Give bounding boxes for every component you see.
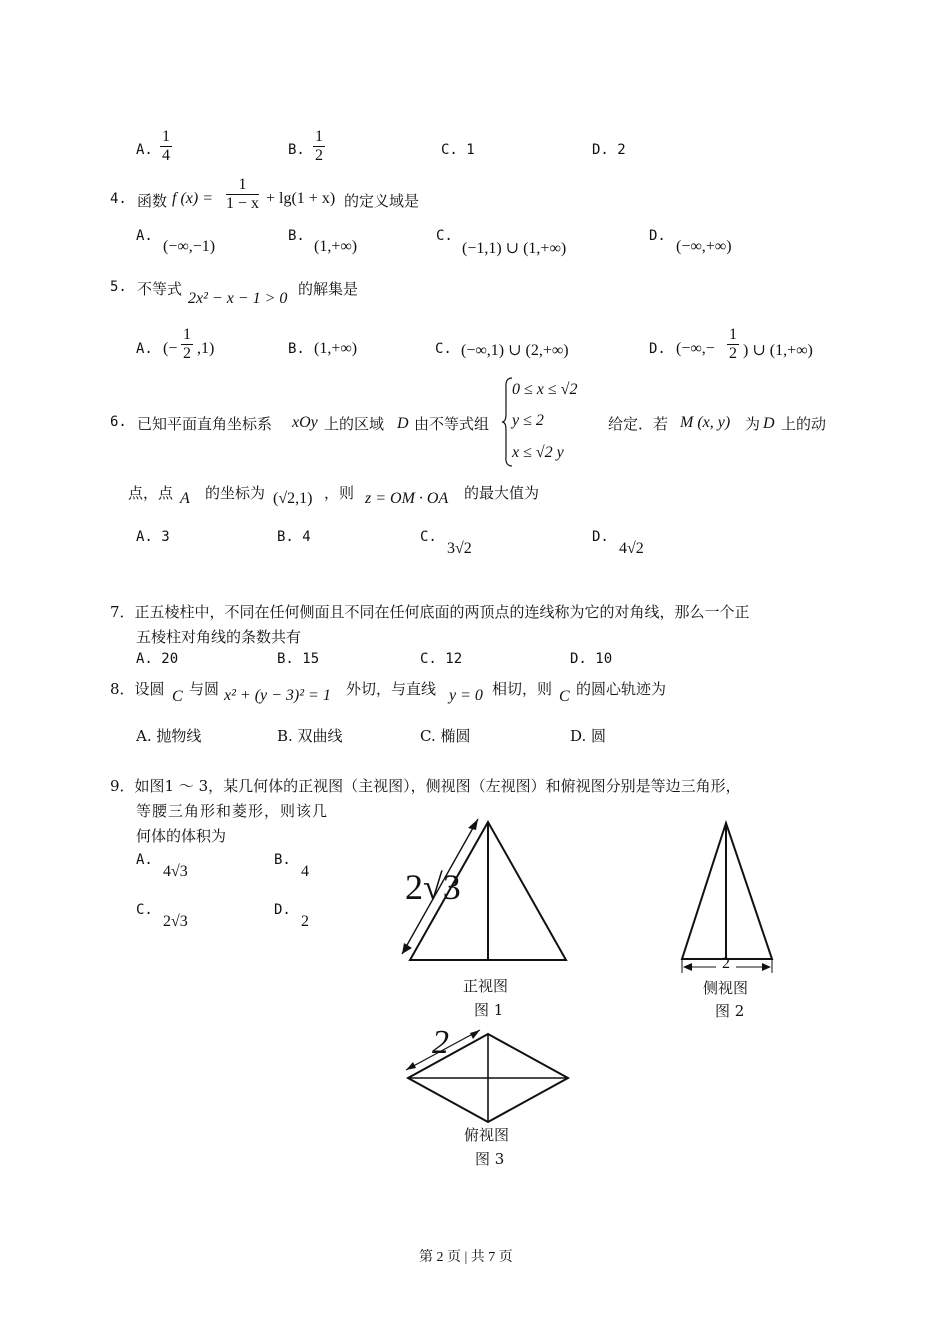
fig2-arrow-right: [762, 963, 771, 971]
q8-circle-eq: x² + (y − 3)² = 1: [224, 687, 331, 704]
q4-fraction-num: 1: [226, 176, 259, 195]
q3-option-b-label: B.: [288, 142, 305, 158]
q6-point-a: A: [180, 490, 190, 507]
q5-option-d-pre: (−∞,−: [676, 340, 715, 357]
q6-option-d-label: D.: [592, 529, 609, 545]
fig1-caption: 图 1: [474, 1001, 504, 1019]
q6-line2-3: ，则: [324, 484, 355, 502]
q4-option-d-label: D.: [649, 228, 666, 244]
q8-circle-c-2: C: [559, 688, 570, 705]
q5-d-den: 2: [729, 345, 737, 362]
q4-number: 4.: [110, 191, 127, 207]
q9-option-c: 2√3: [163, 913, 188, 930]
q4-option-d: (−∞,+∞): [676, 238, 732, 255]
q6-line2-2: 的坐标为: [205, 484, 266, 502]
fig2-caption: 图 2: [715, 1002, 745, 1020]
q5-option-c-label: C.: [435, 341, 452, 357]
q7-option-d: D. 10: [570, 651, 613, 667]
fig1-name: 正视图: [463, 977, 509, 995]
q6-option-d: 4√2: [619, 540, 644, 557]
q9-option-b-label: B.: [274, 852, 291, 868]
fig3-dimension-label: 2: [432, 1024, 449, 1061]
q4-stem-pre: 函数: [137, 192, 168, 210]
q5-stem-pre: 不等式: [137, 280, 183, 298]
q4-option-b: (1,+∞): [314, 238, 358, 255]
q3-a-denominator: 4: [162, 147, 170, 164]
q6-region-d: D: [397, 415, 409, 432]
q7-option-c: C. 12: [420, 651, 463, 667]
q6-inequality-2: y ≤ 2: [512, 412, 544, 429]
q6-option-b: B. 4: [277, 529, 311, 545]
q4-option-c-label: C.: [436, 228, 453, 244]
q7-stem-line-2: 五棱柱对角线的条数共有: [136, 628, 302, 646]
q6-coordinate: (√2,1): [273, 490, 313, 507]
q6-option-c: 3√2: [447, 540, 472, 557]
q5-option-d-label: D.: [649, 341, 666, 357]
q5-option-a-label: A.: [136, 341, 153, 357]
q6-stem-4: 给定．若: [608, 415, 669, 433]
q8-stem-4: 相切，则: [492, 680, 553, 698]
q6-option-a: A. 3: [136, 529, 170, 545]
q9-stem-line-3: 何体的体积为: [136, 827, 227, 845]
q9-option-c-label: C.: [136, 902, 153, 918]
q3-option-b-fraction: [313, 128, 325, 165]
q6-line2-1: 点，点: [128, 484, 174, 502]
q9-stem-line-2: 等腰三角形和菱形，则该几: [136, 802, 329, 820]
q8-option-d: D. 圆: [570, 727, 607, 745]
q6-stem-2: 上的区域: [324, 415, 385, 433]
q6-region-d-2: D: [763, 415, 775, 432]
q5-option-b: (1,+∞): [314, 340, 358, 357]
q3-option-a-fraction: [160, 128, 172, 165]
q6-point-m: M (x, y): [680, 414, 731, 431]
fig2-arrow-left: [683, 963, 692, 971]
figure-3-top-view: [400, 1026, 574, 1126]
q8-option-c: C. 椭圆: [420, 727, 471, 745]
fig2-name: 侧视图: [703, 979, 749, 997]
q3-option-d: D. 2: [592, 142, 626, 158]
q5-option-d-post: ) ∪ (1,+∞): [743, 342, 813, 359]
q4-stem-post: 的定义域是: [344, 192, 420, 210]
q3-b-numerator: 1: [315, 128, 323, 145]
q9-option-d: 2: [301, 913, 309, 930]
fig3-name: 俯视图: [464, 1126, 510, 1144]
q7-option-a: A. 20: [136, 651, 179, 667]
q5-option-b-label: B.: [288, 341, 305, 357]
q8-stem-2: 与圆: [189, 680, 220, 698]
q5-option-d-fraction: [727, 326, 739, 363]
q3-option-c: C. 1: [441, 142, 475, 158]
fig3-arrow-top: [470, 1030, 480, 1039]
q3-option-a-label: A.: [136, 142, 153, 158]
q3-a-numerator: 1: [162, 128, 170, 145]
q5-option-a-fraction: [181, 326, 193, 363]
q4-function: f (x) =: [172, 190, 213, 207]
page-footer: 第 2 页 | 共 7 页: [419, 1250, 513, 1265]
q6-objective: z = OM · OA: [365, 490, 449, 507]
q4-option-b-label: B.: [288, 228, 305, 244]
q6-number: 6.: [110, 414, 127, 430]
q5-option-a-post: ,1): [197, 340, 215, 357]
q6-inequality-1: 0 ≤ x ≤ √2: [512, 381, 578, 398]
q6-stem-3: 由不等式组: [414, 415, 490, 433]
q5-number: 5.: [110, 279, 127, 295]
q8-stem-5: 的圆心轨迹为: [576, 680, 667, 698]
fig3-arrow-bottom: [406, 1062, 416, 1070]
q4-option-c: (−1,1) ∪ (1,+∞): [462, 240, 567, 257]
q4-option-a: (−∞,−1): [163, 238, 216, 255]
q4-option-a-label: A.: [136, 228, 153, 244]
q8-option-a: A. 抛物线: [136, 727, 202, 745]
q5-a-den: 2: [183, 345, 191, 362]
q4-log-term: + lg(1 + x): [266, 190, 336, 207]
q8-stem-3: 外切，与直线: [346, 680, 437, 698]
q6-inequality-3: x ≤ √2 y: [512, 444, 564, 461]
fig2-dimension-label: 2: [722, 955, 730, 972]
q8-option-b: B. 双曲线: [277, 727, 343, 745]
fig3-caption: 图 3: [475, 1150, 505, 1168]
q5-option-a-pre: (−: [163, 340, 178, 357]
q5-a-num: 1: [183, 326, 191, 343]
q4-fraction-den: 1 − x: [226, 195, 260, 212]
q5-d-num: 1: [729, 326, 737, 343]
q4-fraction: [226, 176, 259, 213]
q5-stem-post: 的解集是: [298, 280, 359, 298]
q9-stem-line-1: 9．如图1 ～ 3，某几何体的正视图（主视图），侧视图（左视图）和俯视图分别是等边三角形，: [110, 777, 741, 795]
q5-expression: 2x² − x − 1 > 0: [188, 290, 288, 307]
q8-circle-c: C: [172, 688, 183, 705]
q6-option-c-label: C.: [420, 529, 437, 545]
fig1-arrow-top: [468, 819, 478, 830]
q6-xoy: xOy: [292, 414, 318, 431]
q7-option-b: B. 15: [277, 651, 320, 667]
q6-line2-4: 的最大值为: [464, 484, 540, 502]
q9-option-a-label: A.: [136, 852, 153, 868]
q6-stem-5: 为: [745, 415, 761, 433]
q6-stem-1: 已知平面直角坐标系: [137, 415, 273, 433]
q9-option-b: 4: [301, 863, 309, 880]
q6-stem-6: 上的动: [781, 415, 827, 433]
q8-stem-1: 8．设圆: [110, 680, 165, 698]
q3-b-denominator: 2: [315, 147, 323, 164]
q9-option-a: 4√3: [163, 863, 188, 880]
q7-stem-line-1: 7．正五棱柱中，不同在任何侧面且不同在任何底面的两顶点的连线称为它的对角线，那么一个正: [110, 603, 750, 621]
q5-option-c: (−∞,1) ∪ (2,+∞): [461, 342, 569, 359]
figure-2-side-view: [674, 815, 778, 977]
fig1-dimension-label: 2√3: [405, 867, 461, 907]
q8-line-eq: y = 0: [449, 687, 483, 704]
q9-option-d-label: D.: [274, 902, 291, 918]
